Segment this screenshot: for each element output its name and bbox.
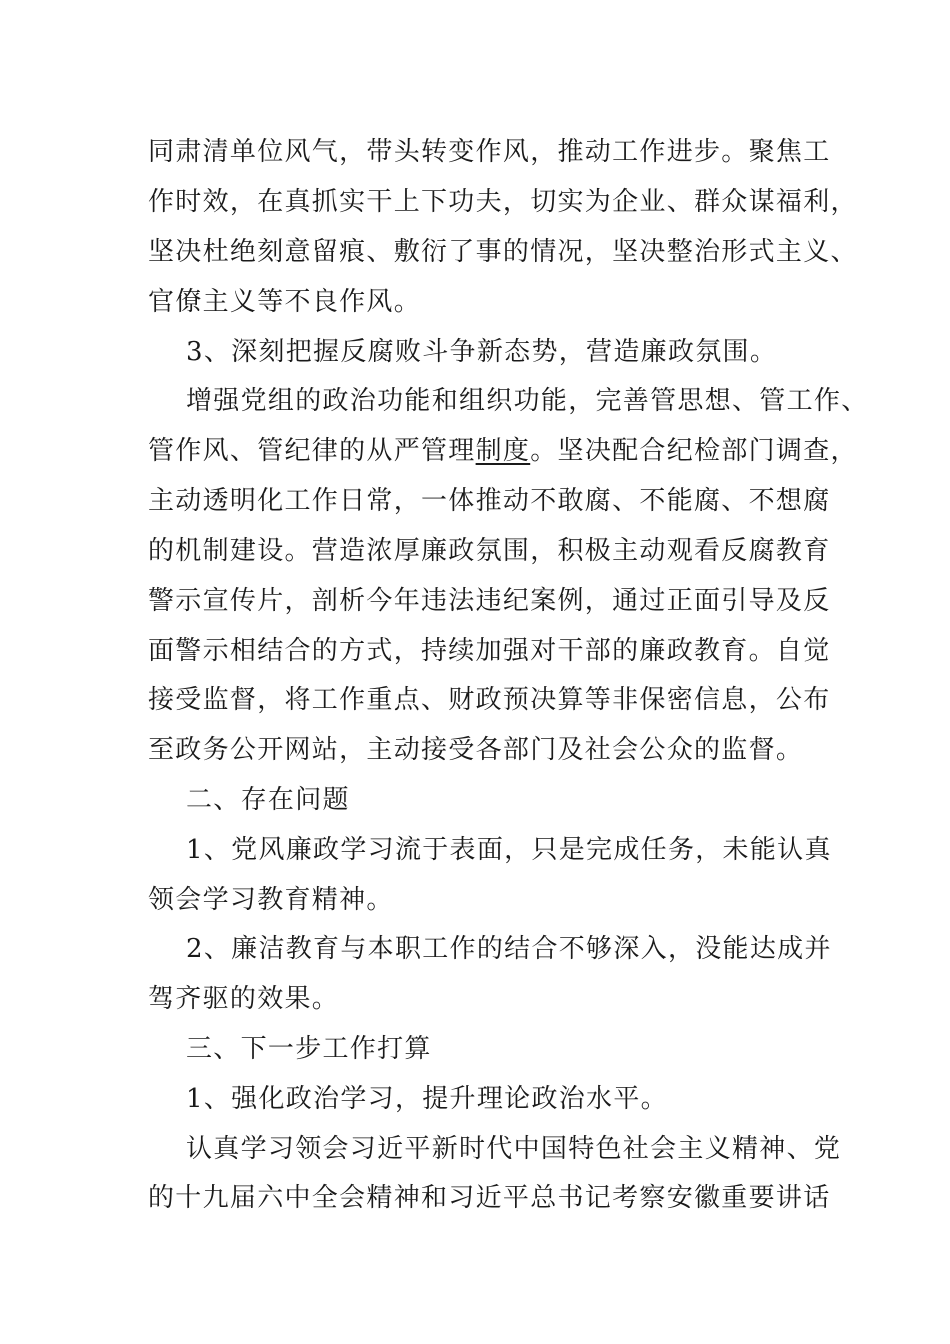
paragraph-line: 的十九届六中全会精神和习近平总书记考察安徽重要讲话 (148, 1183, 831, 1213)
text-segment: 。坚决配合纪检部门调查， (530, 436, 858, 466)
paragraph-line: 2、廉洁教育与本职工作的结合不够深入，没能达成并 (186, 934, 832, 964)
paragraph-line: 官僚主义等不良作风。 (148, 287, 422, 317)
paragraph-line: 的机制建设。营造浓厚廉政氛围，积极主动观看反腐教育 (148, 536, 831, 566)
paragraph-line: 同肃清单位风气，带头转变作风，推动工作进步。聚焦工 (148, 137, 831, 167)
text-segment: 管作风、管纪律的从严管理 (148, 436, 476, 466)
paragraph-line: 接受监督，将工作重点、财政预决算等非保密信息，公布 (148, 685, 831, 715)
paragraph-line: 领会学习教育精神。 (148, 885, 394, 915)
paragraph-line: 驾齐驱的效果。 (148, 984, 340, 1014)
paragraph-line: 1、党风廉政学习流于表面，只是完成任务，未能认真 (186, 835, 832, 865)
paragraph-line: 增强党组的政治功能和组织功能，完善管思想、管工作、 (186, 386, 869, 416)
section-heading: 3、深刻把握反腐败斗争新态势，营造廉政氛围。 (186, 337, 778, 367)
paragraph-line: 至政务公开网站，主动接受各部门及社会公众的监督。 (148, 735, 804, 765)
paragraph-line: 作时效，在真抓实干上下功夫，切实为企业、群众谋福利， (148, 187, 858, 217)
section-heading: 三、下一步工作打算 (186, 1034, 432, 1064)
section-heading: 1、强化政治学习，提升理论政治水平。 (186, 1084, 668, 1114)
paragraph-line: 认真学习领会习近平新时代中国特色社会主义精神、党 (186, 1134, 842, 1164)
section-heading: 二、存在问题 (186, 785, 350, 815)
paragraph-line: 主动透明化工作日常，一体推动不敢腐、不能腐、不想腐 (148, 486, 831, 516)
paragraph-line: 警示宣传片，剖析今年违法违纪案例，通过正面引导及反 (148, 586, 831, 616)
paragraph-line: 坚决杜绝刻意留痕、敷衍了事的情况，坚决整治形式主义、 (148, 237, 858, 267)
underlined-term: 制度 (475, 436, 531, 466)
paragraph-line: 面警示相结合的方式，持续加强对干部的廉政教育。自觉 (148, 636, 831, 666)
paragraph-line (148, 436, 858, 466)
